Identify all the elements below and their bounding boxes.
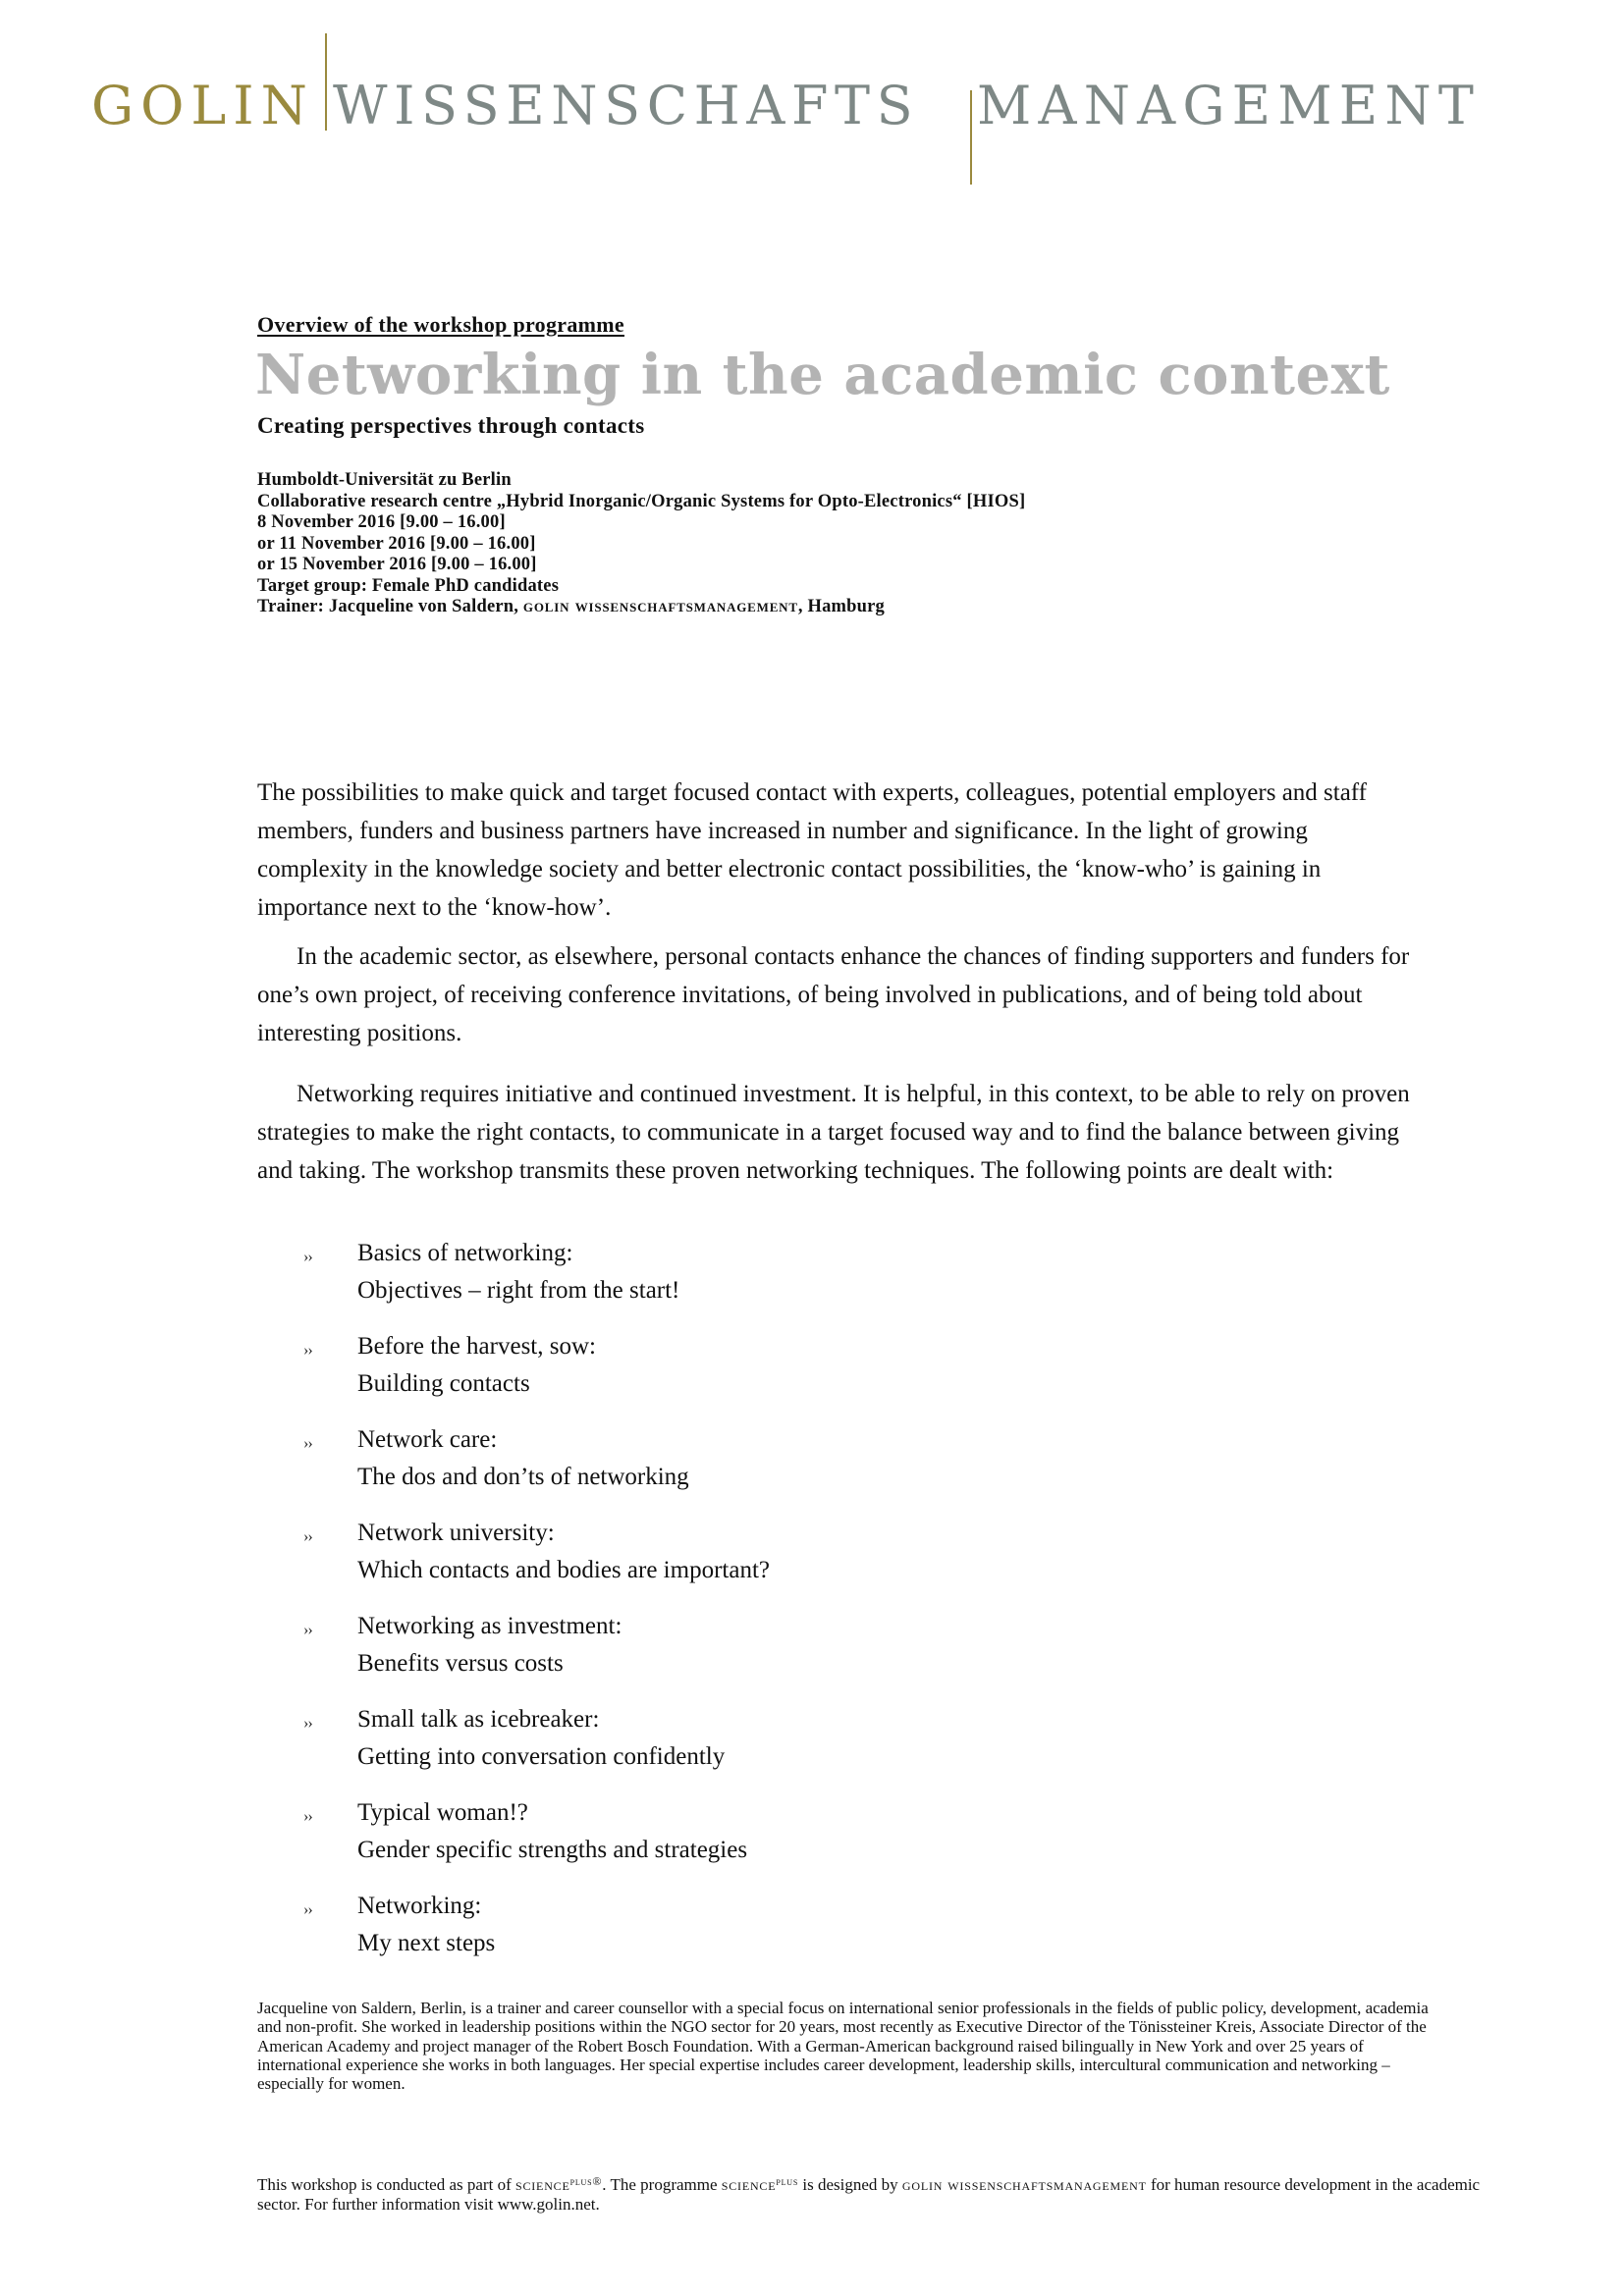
logo-divider-1 bbox=[325, 33, 327, 131]
double-chevron-icon: ›› bbox=[303, 1342, 312, 1359]
scienceplus-brand: science bbox=[721, 2175, 777, 2194]
item-heading: Small talk as icebreaker: bbox=[357, 1706, 600, 1733]
logo-management: MANAGEMENT bbox=[977, 75, 1482, 136]
footer-text: . The programme bbox=[602, 2175, 722, 2194]
date-option-2: or 11 November 2016 [9.00 – 16.00] bbox=[257, 533, 536, 554]
paragraph-2: In the academic sector, as elsewhere, personal contacts enhance the chances of finding supporters and funders for one’s own project, of receiving conference invitations, of being involved in publications, and of being told about interesting positions. bbox=[257, 943, 1410, 1046]
footer-text: is designed by bbox=[798, 2175, 902, 2194]
footer-text: This workshop is conducted as part of bbox=[257, 2175, 515, 2194]
item-heading: Networking as investment: bbox=[357, 1613, 622, 1639]
page-title: Networking in the academic context bbox=[255, 343, 1390, 407]
scienceplus-brand-plus: plus® bbox=[569, 2174, 603, 2188]
item-detail: Getting into conversation confidently bbox=[357, 1743, 726, 1770]
item-detail: Benefits versus costs bbox=[357, 1650, 564, 1677]
logo-divider-2 bbox=[970, 90, 972, 185]
trainer-company: golin wissenschaftsmanagement bbox=[522, 597, 798, 616]
overview-heading: Overview of the workshop programme bbox=[257, 312, 624, 337]
trainer-bio: Jacqueline von Saldern, Berlin, is a trainer and career counsellor with a special focus on international senior professionals in the fields of public policy, development, academia and non-profit. She worked in leadership positions within the NGO sector for 20 years, most recently as Executive Director of the Tönissteiner Kreis, Associate Director of the American Academy and project manager of the Robert Bosch Foundation. With a German-American background raised bilingually in New York and over 25 years of international experience she works in both languages. Her special expertise includes career development, leadership skills, intercultural communication and networking – especially for women. bbox=[257, 1999, 1429, 2094]
double-chevron-icon: ›› bbox=[303, 1901, 312, 1918]
double-chevron-icon: ›› bbox=[303, 1528, 312, 1545]
item-detail: The dos and don’ts of networking bbox=[357, 1464, 689, 1490]
paragraph-3: Networking requires initiative and continued investment. It is helpful, in this context, to be able to rely on proven strategies to make the right contacts, to communicate in a target focused way and to find the balance between giving and taking. The workshop transmits these proven networking techniques. The following points are dealt with: bbox=[257, 1081, 1410, 1184]
item-detail: Which contacts and bodies are important? bbox=[357, 1557, 770, 1583]
website-link[interactable]: www.golin.net bbox=[497, 2194, 596, 2214]
date-option-3: or 15 November 2016 [9.00 – 16.00] bbox=[257, 555, 537, 574]
double-chevron-icon: ›› bbox=[303, 1435, 312, 1452]
academic-paragraph bbox=[257, 937, 1416, 1052]
footer-note bbox=[257, 2172, 1485, 2214]
date-option-1: 8 November 2016 [9.00 – 16.00] bbox=[257, 512, 506, 532]
logo-golin: GOLIN bbox=[91, 75, 314, 136]
logo-wissenschafts: WISSENSCHAFTS bbox=[333, 75, 920, 136]
footer-text: . bbox=[595, 2194, 600, 2214]
trainer-name: Trainer: Jacqueline von Saldern, bbox=[257, 597, 523, 616]
item-heading: Basics of networking: bbox=[357, 1240, 573, 1266]
double-chevron-icon: ›› bbox=[303, 1622, 312, 1638]
paragraph-1: The possibilities to make quick and target focused contact with experts, colleagues, potential employers and staff members, funders and business partners have increased in number and significance. In the light of growing complexity in the knowledge society and better electronic contact possibilities, the ‘know-who’ is gaining in importance next to the ‘know-how’. bbox=[257, 779, 1368, 921]
research-centre: Collaborative research centre „Hybrid Inorganic/Organic Systems for Opto-Electronics“ [HIOS] bbox=[257, 491, 1026, 511]
double-chevron-icon: ›› bbox=[303, 1715, 312, 1732]
item-heading: Network university: bbox=[357, 1520, 555, 1546]
item-heading: Before the harvest, sow: bbox=[357, 1333, 596, 1360]
institution: Humboldt-Universität zu Berlin bbox=[257, 470, 512, 490]
double-chevron-icon: ›› bbox=[303, 1808, 312, 1825]
page-subtitle: Creating perspectives through contacts bbox=[257, 413, 645, 438]
item-detail: Gender specific strengths and strategies bbox=[357, 1837, 748, 1863]
networking-paragraph bbox=[257, 1075, 1416, 1190]
footer-text: for human resource development in the academic sector. For further information visit bbox=[257, 2175, 1481, 2214]
scienceplus-brand-plus: plus bbox=[776, 2174, 799, 2188]
trainer bbox=[257, 597, 1025, 618]
item-heading: Networking: bbox=[357, 1893, 482, 1919]
item-heading: Network care: bbox=[357, 1426, 498, 1453]
item-heading: Typical woman!? bbox=[357, 1799, 528, 1826]
footer-company: golin wissenschaftsmanagement bbox=[901, 2175, 1147, 2194]
intro-paragraph bbox=[257, 774, 1416, 927]
double-chevron-icon: ›› bbox=[303, 1249, 312, 1265]
scienceplus-brand: science bbox=[514, 2175, 570, 2194]
item-detail: Building contacts bbox=[357, 1370, 530, 1397]
workshop-details bbox=[257, 470, 1025, 618]
item-detail: My next steps bbox=[357, 1930, 496, 1956]
company-logo bbox=[0, 0, 1623, 196]
item-detail: Objectives – right from the start! bbox=[357, 1277, 680, 1304]
target-group: Target group: Female PhD candidates bbox=[257, 575, 560, 596]
trainer-location: , Hamburg bbox=[797, 597, 885, 616]
